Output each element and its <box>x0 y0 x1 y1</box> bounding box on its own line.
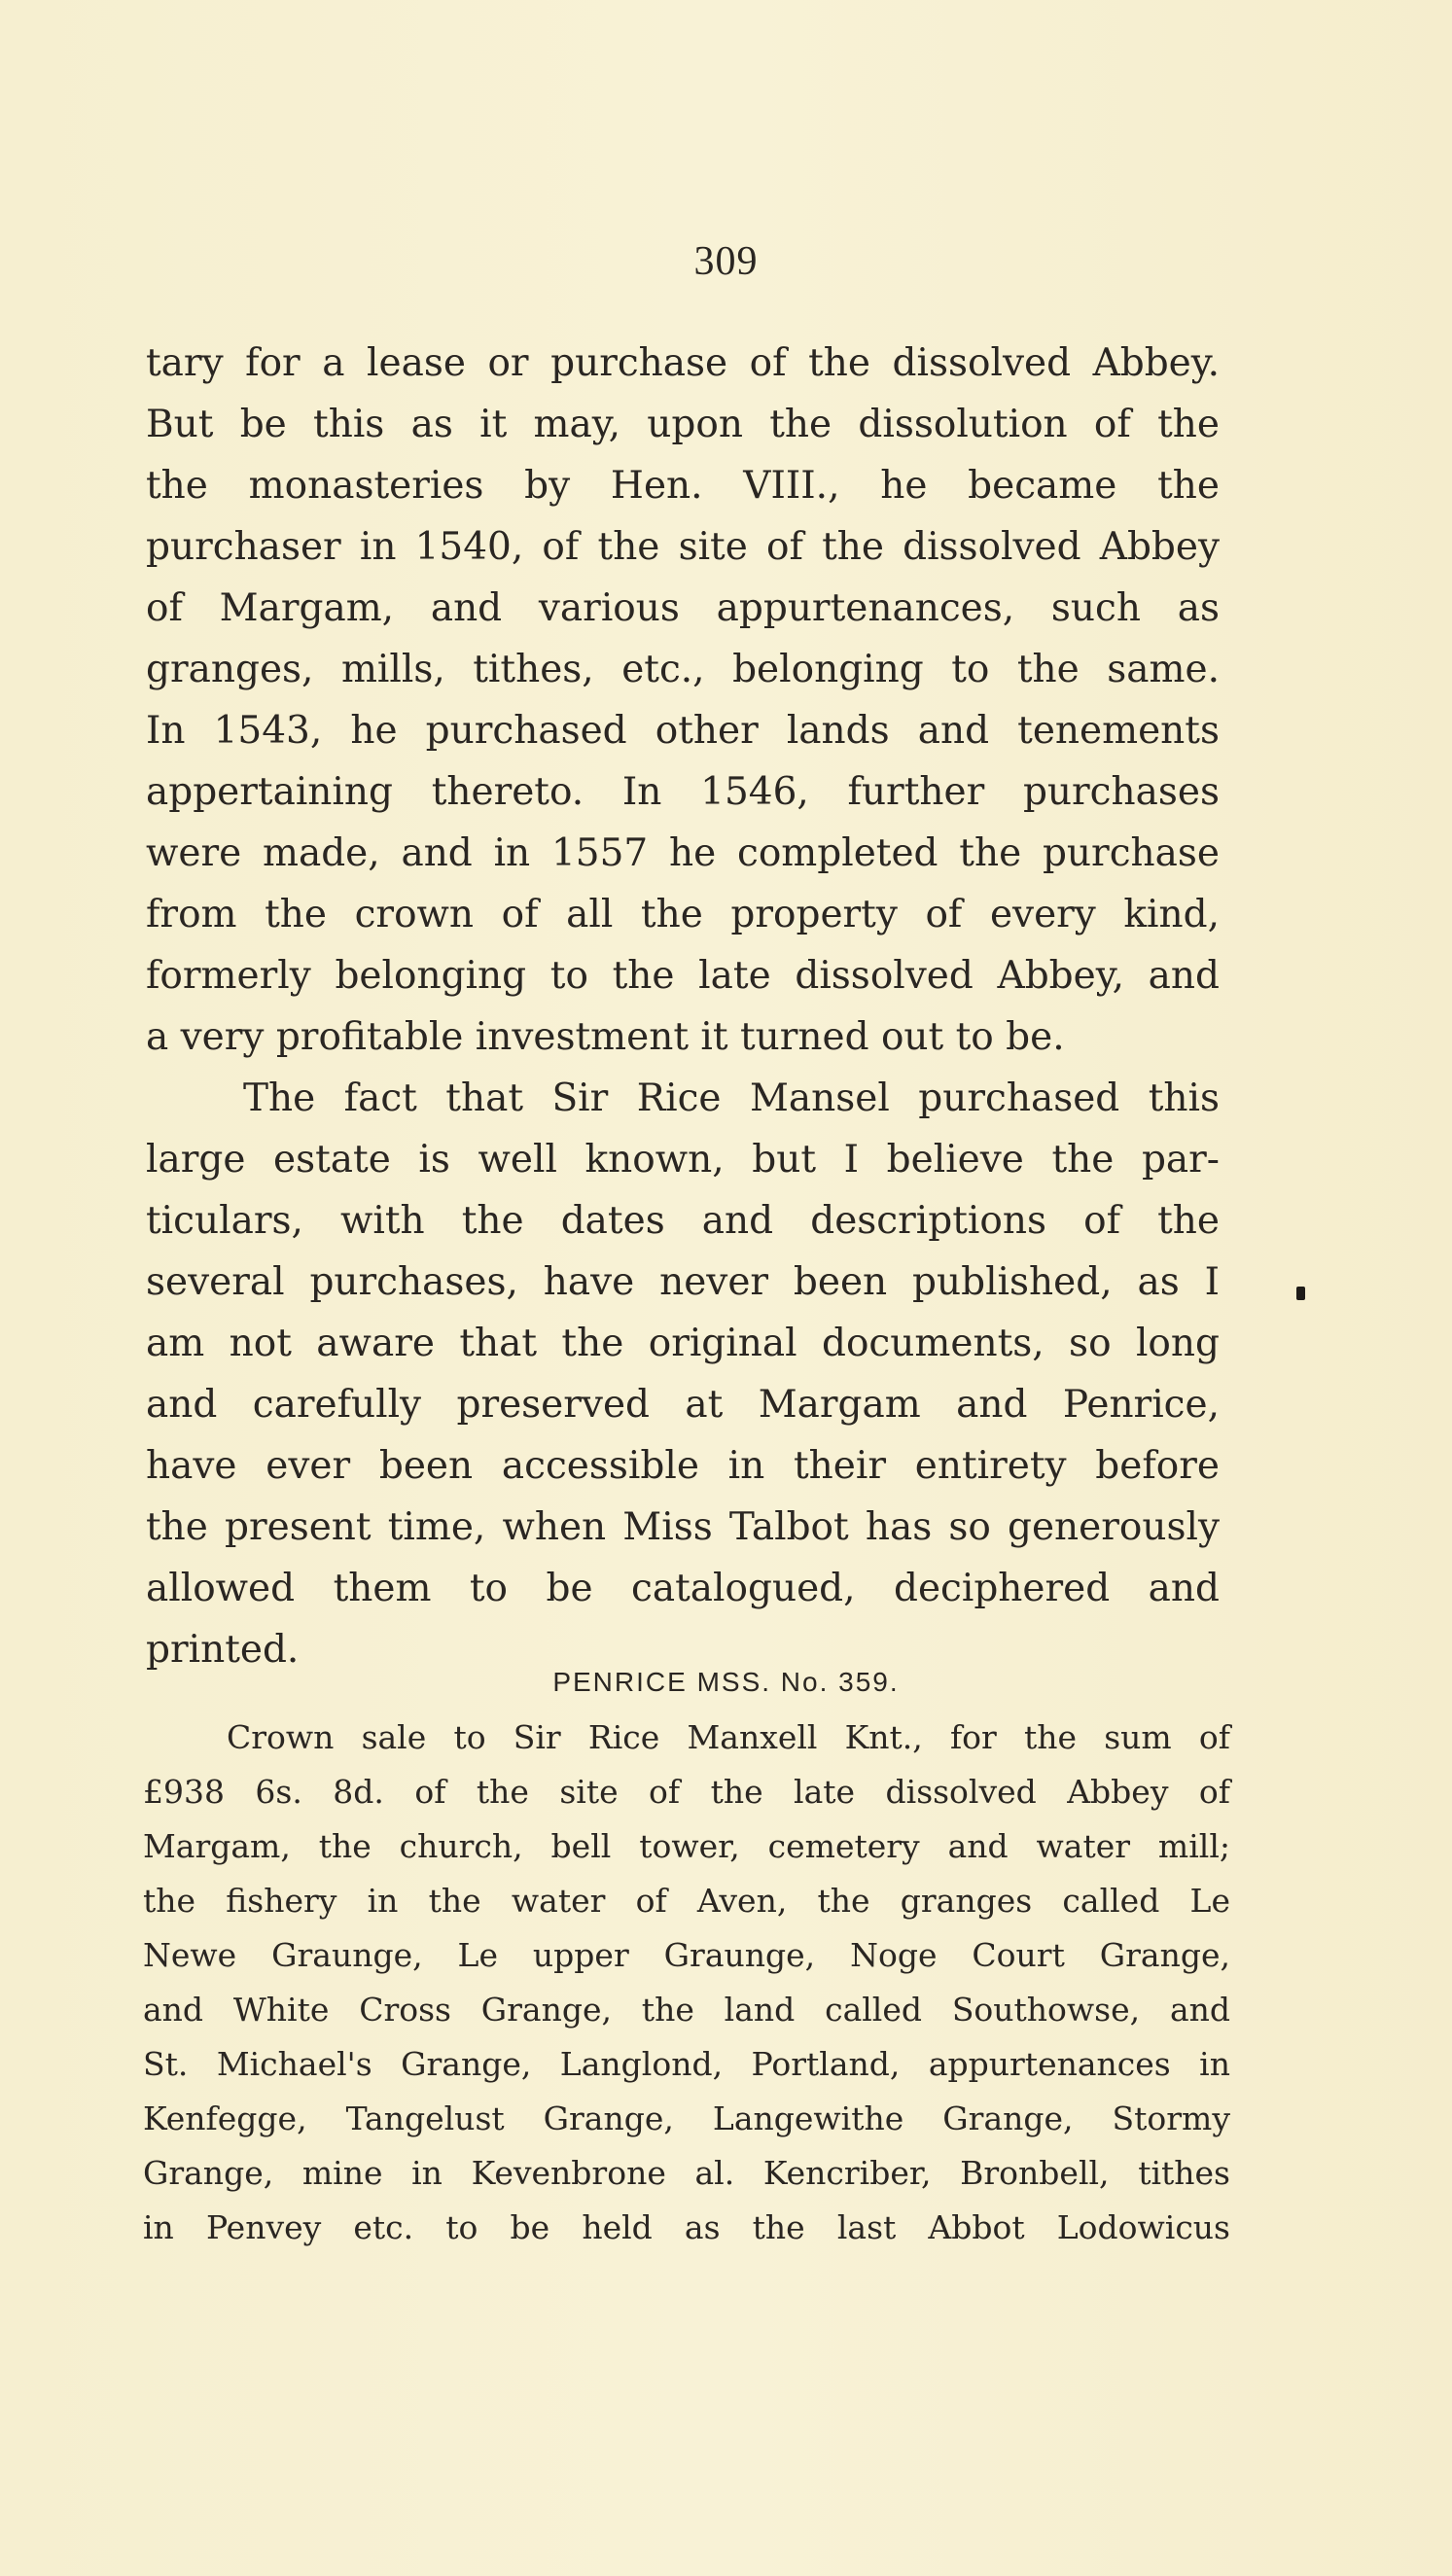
body-line: large estate is well known, but I believe the par- <box>146 1138 1220 1182</box>
body-line: a very profitable investment it turned out to be. <box>146 1015 1065 1059</box>
document-line: Grange, mine in Kevenbrone al. Kencriber, Bronbell, tithes <box>143 2154 1230 2192</box>
body-line: The fact that Sir Rice Mansel purchased this <box>243 1076 1220 1120</box>
document-summary <box>143 1711 1230 2255</box>
body-paragraphs <box>146 333 1220 1680</box>
body-line: But be this as it may, upon the dissolution of the <box>146 403 1220 446</box>
document-line: Margam, the church, bell tower, cemetery and water mill; <box>143 1827 1230 1865</box>
body-line: appertaining thereto. In 1546, further purchases <box>146 770 1220 814</box>
body-line: from the crown of all the property of every kind, <box>146 893 1220 936</box>
page-number: 309 <box>693 239 759 284</box>
body-line: purchaser in 1540, of the site of the dissolved Abbey <box>146 525 1220 569</box>
body-line: were made, and in 1557 he completed the purchase <box>146 831 1220 875</box>
body-line: of Margam, and various appurtenances, such as <box>146 586 1220 630</box>
document-line: Crown sale to Sir Rice Manxell Knt., for the sum of <box>227 1718 1230 1756</box>
body-line: am not aware that the original documents, so long <box>146 1322 1220 1365</box>
body-line: printed. <box>146 1628 300 1672</box>
document-line: and White Cross Grange, the land called Southowse, and <box>143 1991 1230 2029</box>
document-line: £938 6s. 8d. of the site of the late dissolved Abbey of <box>143 1773 1230 1811</box>
body-line: the monasteries by Hen. VIII., he became the <box>146 464 1220 508</box>
document-line: Newe Graunge, Le upper Graunge, Noge Court Grange, <box>143 1936 1230 1974</box>
body-line: formerly belonging to the late dissolved Abbey, and <box>146 954 1220 998</box>
body-line: allowed them to be catalogued, deciphered and <box>146 1567 1220 1610</box>
body-line: tary for a lease or purchase of the dissolved Abbey. <box>146 341 1220 385</box>
body-line: several purchases, have never been published, as I <box>146 1260 1220 1304</box>
body-line: granges, mills, tithes, etc., belonging to the same. <box>146 648 1220 691</box>
body-line: and carefully preserved at Margam and Penrice, <box>146 1383 1220 1427</box>
body-line: ticulars, with the dates and descriptions of the <box>146 1199 1220 1243</box>
body-line: the present time, when Miss Talbot has so generously <box>146 1505 1220 1549</box>
margin-ink-mark <box>1296 1287 1305 1300</box>
document-line: the fishery in the water of Aven, the granges called Le <box>143 1882 1230 1920</box>
body-line: have ever been accessible in their entirety before <box>146 1444 1220 1488</box>
document-line: in Penvey etc. to be held as the last Abbot Lodowicus <box>143 2208 1230 2246</box>
body-line: In 1543, he purchased other lands and tenements <box>146 709 1220 753</box>
document-line: St. Michael's Grange, Langlond, Portland, appurtenances in <box>143 2045 1230 2083</box>
document-line: Kenfegge, Tangelust Grange, Langewithe Grange, Stormy <box>143 2100 1230 2137</box>
document-caption: PENRICE MSS. No. 359. <box>552 1667 900 1697</box>
